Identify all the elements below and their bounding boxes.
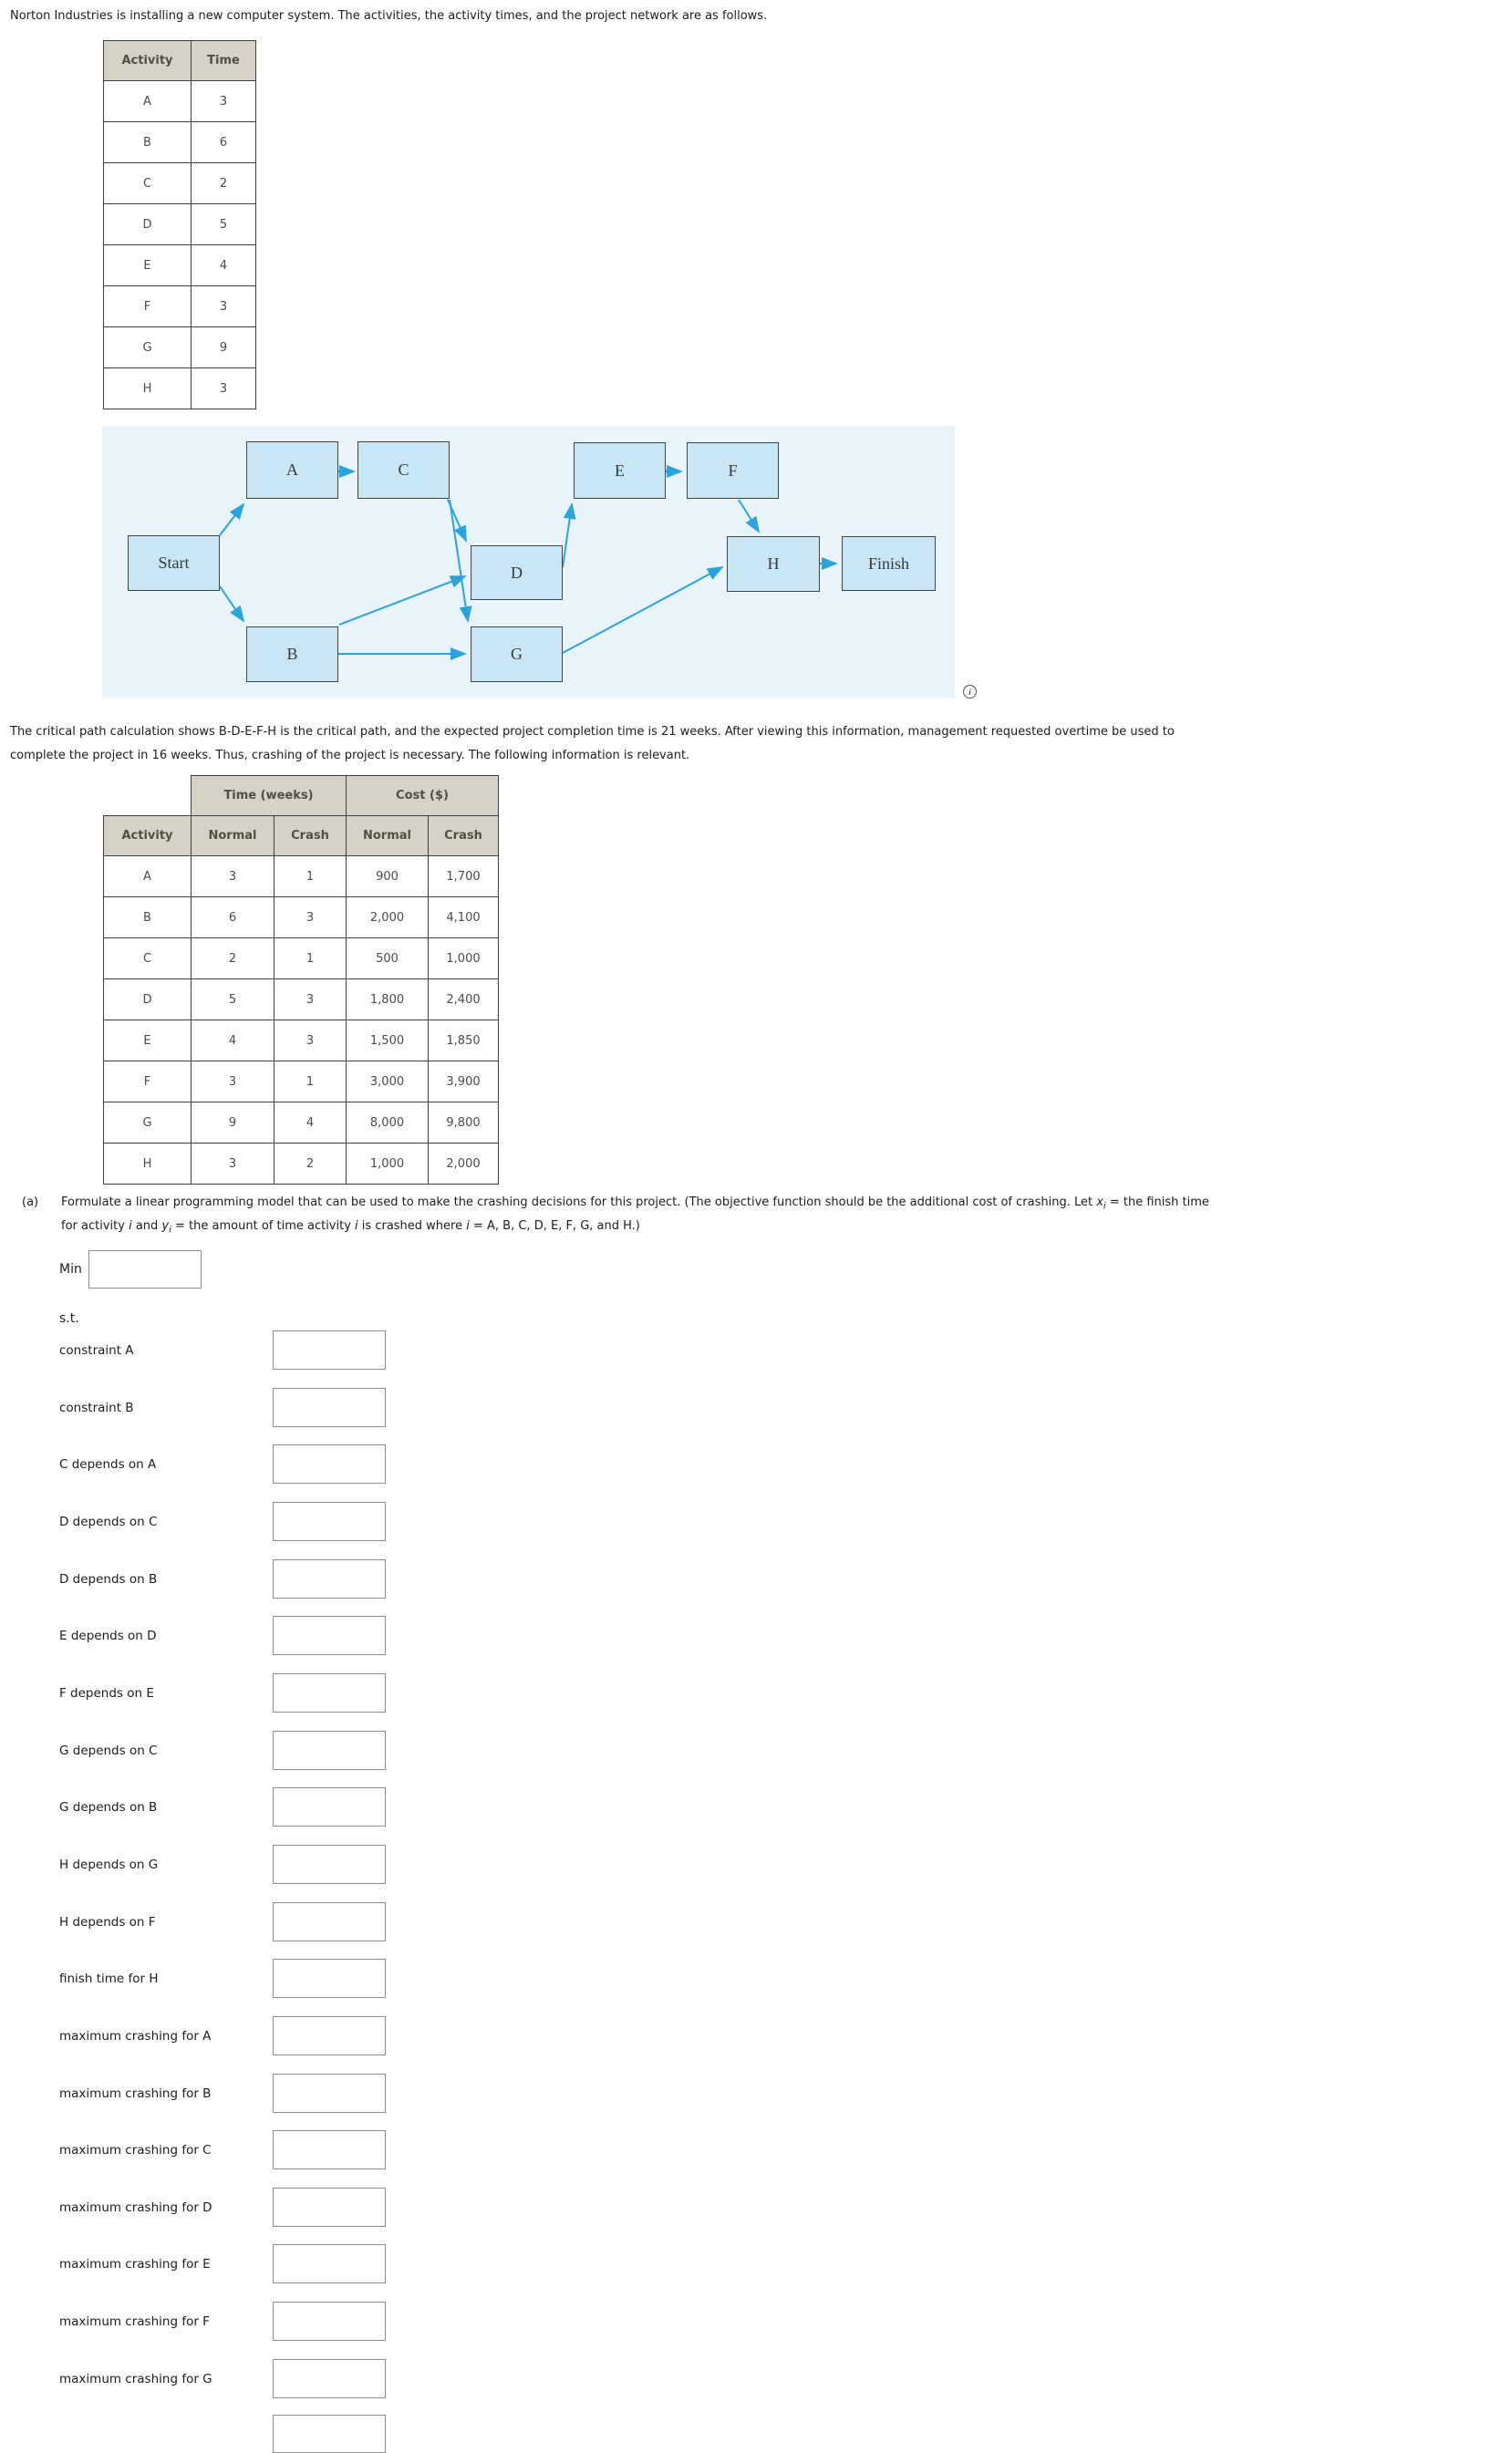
table-row: D 5 3 1,800 2,400 bbox=[104, 979, 499, 1020]
constraint-input[interactable] bbox=[273, 1330, 386, 1370]
constraint-label: G depends on B bbox=[59, 1799, 158, 1815]
info-icon[interactable]: i bbox=[963, 685, 977, 699]
table-row: B 6 bbox=[104, 122, 256, 163]
cost-normal-col-header: Normal bbox=[347, 816, 429, 856]
time-col-header: Time bbox=[192, 41, 256, 81]
blank-corner-cell bbox=[104, 776, 192, 816]
constraint-label: F depends on E bbox=[59, 1685, 154, 1701]
constraint-row bbox=[59, 1444, 386, 1484]
table-row: G 9 bbox=[104, 327, 256, 368]
constraint-row bbox=[59, 1330, 386, 1370]
critical-path-line-1: The critical path calculation shows B-D-E-F-H is the critical path, and the expected project completion time is 21 weeks. After viewing this information, management requested overtime be used to bbox=[10, 725, 1175, 739]
constraint-input[interactable] bbox=[273, 2016, 386, 2055]
constraint-input-partial[interactable] bbox=[273, 2415, 386, 2453]
table-row: F 3 bbox=[104, 286, 256, 327]
constraint-row bbox=[59, 1673, 386, 1713]
time-crash-col-header: Crash bbox=[274, 816, 347, 856]
constraint-input[interactable] bbox=[273, 1731, 386, 1770]
arrow-g-h bbox=[563, 567, 722, 653]
crash-data-table bbox=[103, 775, 499, 1185]
table-row: C 2 1 500 1,000 bbox=[104, 938, 499, 979]
table-row: B 6 3 2,000 4,100 bbox=[104, 897, 499, 938]
constraint-input[interactable] bbox=[273, 1902, 386, 1941]
constraint-row bbox=[59, 2016, 386, 2055]
objective-row bbox=[59, 1250, 202, 1289]
constraint-label: maximum crashing for G bbox=[59, 2371, 212, 2386]
constraint-row bbox=[59, 1787, 386, 1827]
network-node-d: D bbox=[471, 545, 563, 600]
constraint-label: E depends on D bbox=[59, 1628, 157, 1643]
critical-path-line-2: complete the project in 16 weeks. Thus, crashing of the project is necessary. The following information is relevant. bbox=[10, 749, 690, 762]
constraint-input[interactable] bbox=[273, 1959, 386, 1998]
constraint-input[interactable] bbox=[273, 2359, 386, 2398]
constraint-label: maximum crashing for D bbox=[59, 2199, 212, 2215]
part-a-line-2: for activity i and $y_i$ = the amount of time activity i is crashed where i = A, B, C, D, E, F, G, and H.) bbox=[61, 1219, 640, 1236]
time-weeks-group-header: Time (weeks) bbox=[192, 776, 347, 816]
constraint-input[interactable] bbox=[273, 1444, 386, 1484]
constraint-input[interactable] bbox=[273, 1616, 386, 1655]
table-row: A 3 1 900 1,700 bbox=[104, 856, 499, 897]
constraint-row bbox=[59, 1388, 386, 1427]
arrow-start-b bbox=[220, 586, 243, 621]
arrow-b-d bbox=[339, 576, 465, 625]
constraint-label: H depends on F bbox=[59, 1914, 156, 1930]
table-row: C 2 bbox=[104, 163, 256, 204]
constraint-label: G depends on C bbox=[59, 1743, 158, 1758]
part-a-marker: (a) bbox=[22, 1195, 39, 1209]
constraint-row bbox=[59, 2302, 386, 2341]
constraint-label: C depends on A bbox=[59, 1456, 157, 1472]
activity-col-header: Activity bbox=[104, 41, 192, 81]
cost-group-header: Cost ($) bbox=[347, 776, 499, 816]
arrow-c-g bbox=[450, 500, 468, 621]
constraint-input[interactable] bbox=[273, 1388, 386, 1427]
table-row: A 3 bbox=[104, 81, 256, 122]
constraint-row bbox=[59, 1731, 386, 1770]
network-node-a: A bbox=[246, 441, 338, 499]
constraint-row bbox=[59, 2130, 386, 2169]
table-row: G 9 4 8,000 9,800 bbox=[104, 1102, 499, 1144]
constraint-label: maximum crashing for F bbox=[59, 2313, 210, 2329]
objective-label: Min bbox=[59, 1262, 82, 1277]
constraint-label: maximum crashing for E bbox=[59, 2256, 211, 2272]
table-row: D 5 bbox=[104, 204, 256, 245]
project-network-diagram bbox=[102, 426, 955, 698]
constraint-input[interactable] bbox=[273, 2244, 386, 2283]
network-node-h: H bbox=[727, 536, 820, 592]
constraint-row bbox=[59, 1902, 386, 1941]
constraint-label: finish time for H bbox=[59, 1971, 159, 1986]
constraint-row bbox=[59, 1502, 386, 1541]
activity-col-header: Activity bbox=[104, 816, 192, 856]
constraint-label: D depends on C bbox=[59, 1514, 158, 1529]
cost-crash-col-header: Crash bbox=[429, 816, 499, 856]
constraint-row bbox=[59, 2244, 386, 2283]
objective-input[interactable] bbox=[88, 1250, 202, 1289]
table-row: E 4 bbox=[104, 245, 256, 286]
arrow-f-h bbox=[739, 500, 759, 532]
constraint-row bbox=[59, 2074, 386, 2113]
network-node-c: C bbox=[357, 441, 450, 499]
constraint-label: maximum crashing for A bbox=[59, 2028, 212, 2044]
constraint-input[interactable] bbox=[273, 1502, 386, 1541]
constraint-row bbox=[59, 1959, 386, 1998]
constraint-row bbox=[59, 1559, 386, 1599]
subject-to-label: s.t. bbox=[59, 1311, 79, 1326]
constraint-row bbox=[59, 1845, 386, 1884]
arrow-start-a bbox=[220, 504, 243, 535]
constraint-input[interactable] bbox=[273, 2074, 386, 2113]
network-node-finish: Finish bbox=[842, 536, 936, 591]
time-normal-col-header: Normal bbox=[192, 816, 274, 856]
intro-paragraph: Norton Industries is installing a new computer system. The activities, the activity times, and the project network are as follows. bbox=[10, 9, 768, 23]
critical-path-paragraph bbox=[10, 720, 1175, 768]
constraint-input[interactable] bbox=[273, 1559, 386, 1599]
constraint-row bbox=[59, 1616, 386, 1655]
constraint-label: constraint A bbox=[59, 1342, 134, 1358]
constraint-input[interactable] bbox=[273, 1845, 386, 1884]
network-node-g: G bbox=[471, 626, 563, 682]
network-node-start: Start bbox=[128, 535, 220, 591]
constraint-input[interactable] bbox=[273, 1673, 386, 1713]
part-a-line-1: Formulate a linear programming model that can be used to make the crashing decisions for this project. (The objective function should be the additional cost of crashing. Let $x_i$ = the finish time bbox=[61, 1195, 1209, 1212]
table-row: H 3 bbox=[104, 368, 256, 409]
activity-time-table bbox=[103, 40, 256, 409]
constraint-input[interactable] bbox=[273, 2188, 386, 2227]
constraint-input[interactable] bbox=[273, 2302, 386, 2341]
constraint-label: D depends on B bbox=[59, 1571, 158, 1587]
network-node-e: E bbox=[574, 442, 666, 499]
constraint-input[interactable] bbox=[273, 2130, 386, 2169]
constraint-label: maximum crashing for C bbox=[59, 2142, 212, 2158]
table-row: E 4 3 1,500 1,850 bbox=[104, 1020, 499, 1061]
table-row: H 3 2 1,000 2,000 bbox=[104, 1144, 499, 1185]
constraint-input[interactable] bbox=[273, 1787, 386, 1827]
arrow-d-e bbox=[563, 504, 572, 567]
constraint-row bbox=[59, 2188, 386, 2227]
network-node-b: B bbox=[246, 626, 338, 682]
constraint-label: maximum crashing for B bbox=[59, 2086, 212, 2101]
constraint-label: H depends on G bbox=[59, 1857, 159, 1872]
network-node-f: F bbox=[687, 442, 779, 499]
constraint-label: constraint B bbox=[59, 1400, 134, 1415]
table-row: F 3 1 3,000 3,900 bbox=[104, 1061, 499, 1102]
constraint-row bbox=[59, 2359, 386, 2398]
